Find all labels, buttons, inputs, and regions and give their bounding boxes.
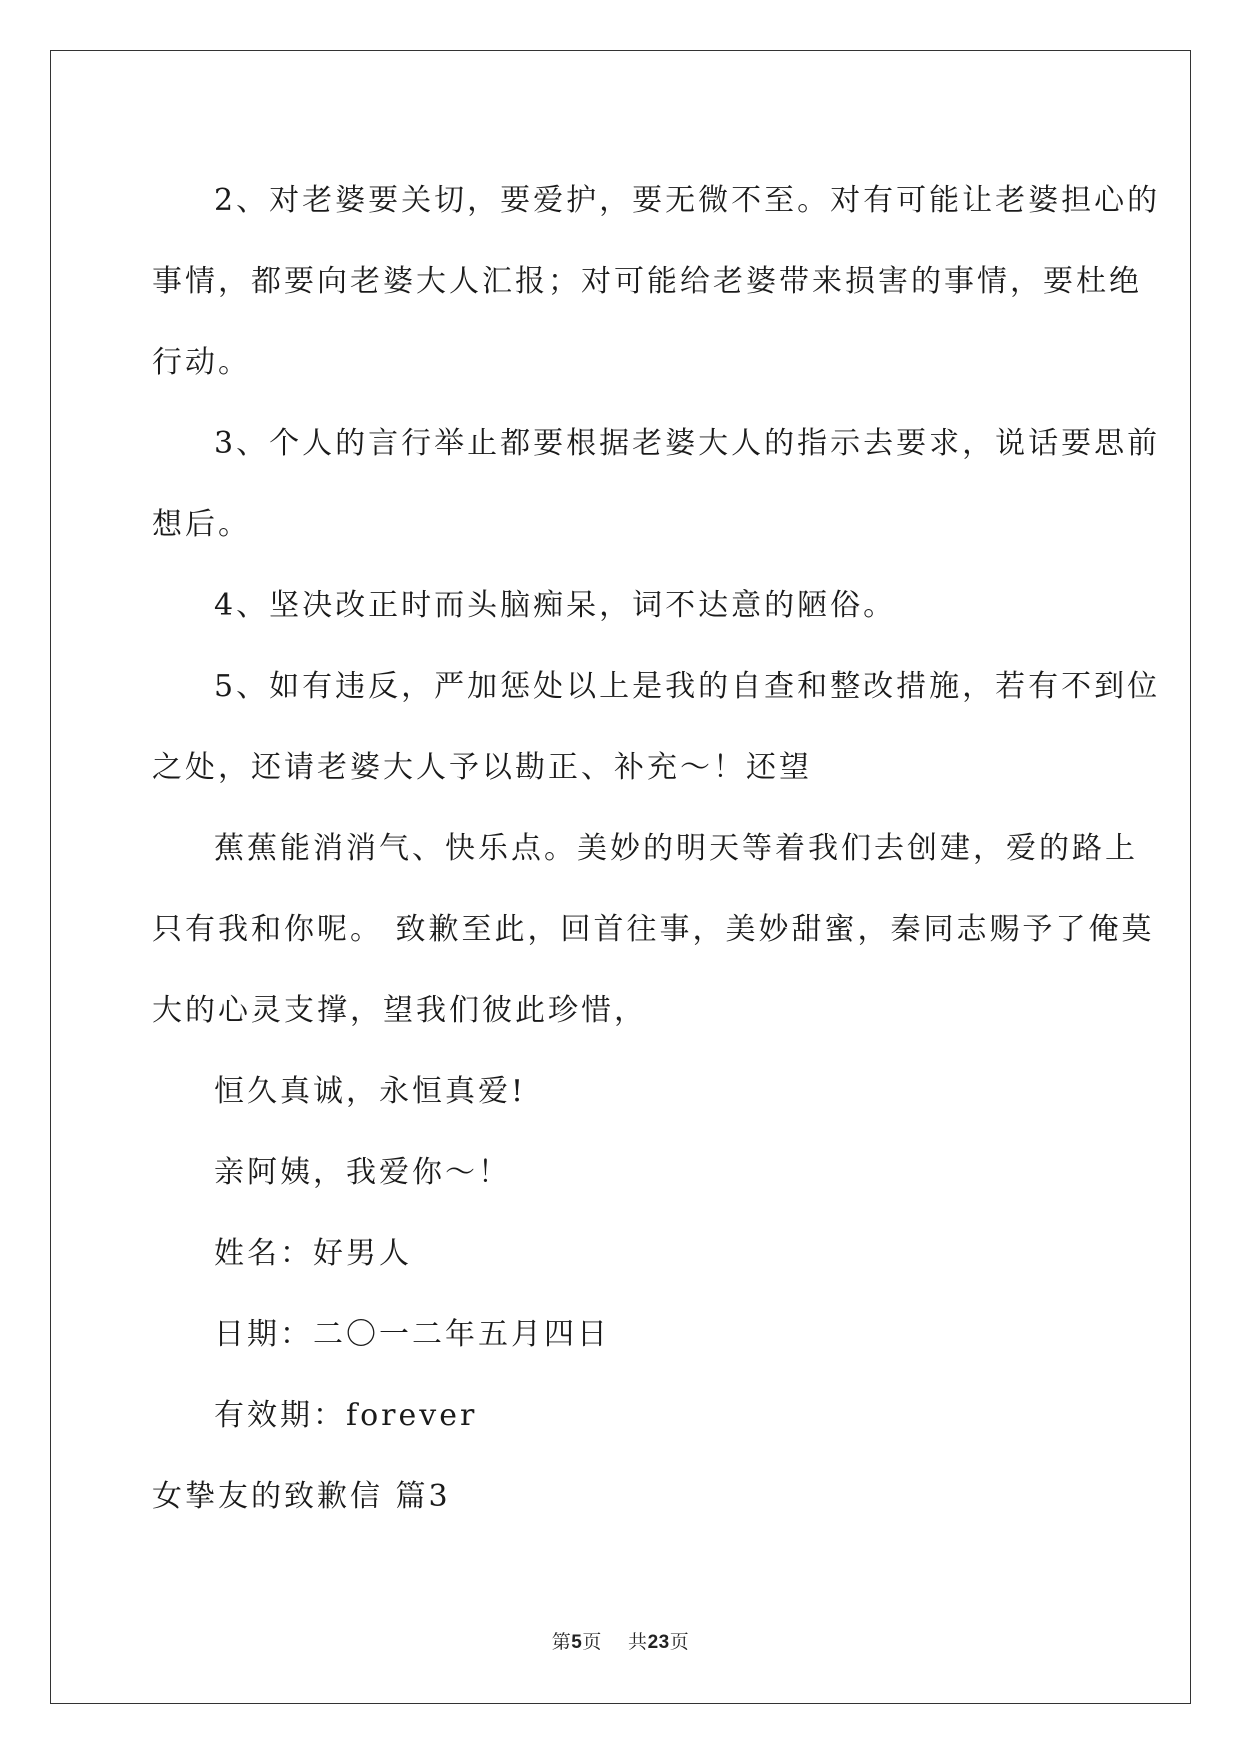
paragraph-line: 只有我和你呢。 致歉至此，回首往事，美妙甜蜜，秦同志赐予了俺莫 — [152, 912, 1155, 947]
paragraph-line: 大的心灵支撑，望我们彼此珍惜， — [152, 993, 647, 1028]
paragraph-line: 5、如有违反，严加惩处以上是我的自查和整改措施，若有不到位 — [214, 669, 1161, 704]
document-body — [152, 160, 1161, 1537]
paragraph-line: 想后。 — [152, 507, 251, 542]
footer-page-number: 5 — [571, 1632, 583, 1653]
footer-total-pages: 23 — [647, 1632, 670, 1653]
signature-name: 姓名：好男人 — [214, 1236, 412, 1271]
paragraph-line: 之处，还请老婆大人予以勘正、补充～！还望 — [152, 750, 812, 785]
paragraph-line: 行动。 — [152, 345, 251, 380]
paragraph-line: 恒久真诚，永恒真爱! — [214, 1074, 527, 1109]
paragraph-line: 3、个人的言行举止都要根据老婆大人的指示去要求，说话要思前 — [214, 426, 1161, 461]
paragraph-line: 4、坚决改正时而头脑痴呆，词不达意的陋俗。 — [214, 588, 897, 623]
footer-page-unit: 页 — [582, 1631, 602, 1653]
section-heading: 女挚友的致歉信 篇3 — [152, 1479, 451, 1514]
footer-total-prefix: 共 — [628, 1631, 648, 1653]
footer-total-unit: 页 — [669, 1631, 690, 1653]
paragraph-line: 蕉蕉能消消气、快乐点。美妙的明天等着我们去创建，爱的路上 — [214, 831, 1138, 866]
paragraph-line: 亲阿姨，我爱你～！ — [214, 1155, 511, 1190]
validity-line: 有效期：forever — [214, 1398, 478, 1433]
paragraph-line: 2、对老婆要关切，要爱护，要无微不至。对有可能让老婆担心的 — [214, 183, 1161, 218]
footer-prefix: 第 — [551, 1631, 572, 1653]
signature-date: 日期：二〇一二年五月四日 — [214, 1317, 610, 1352]
page-footer — [0, 1627, 1241, 1654]
paragraph-line: 事情，都要向老婆大人汇报；对可能给老婆带来损害的事情，要杜绝 — [152, 264, 1142, 299]
